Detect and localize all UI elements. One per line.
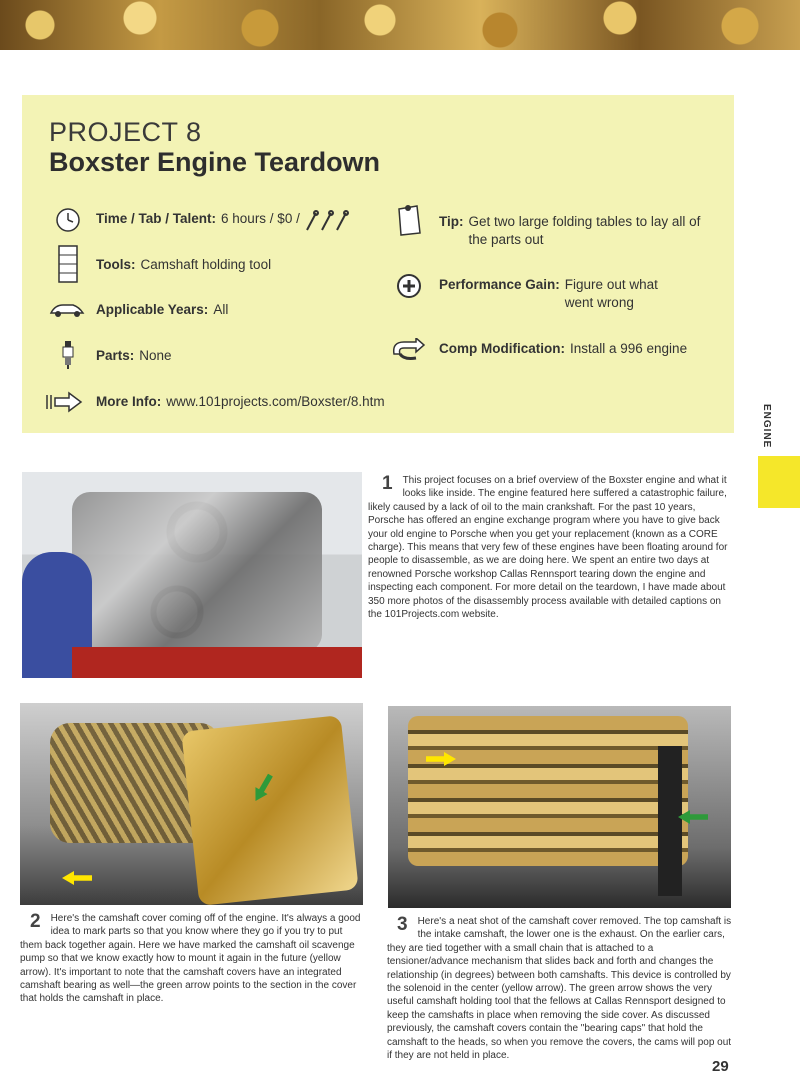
arrow-right-icon: [44, 386, 84, 418]
performance-label: Performance Gain:: [439, 277, 560, 292]
years-label: Applicable Years:: [96, 302, 209, 317]
info-years: [96, 301, 386, 319]
plus-icon: [393, 270, 425, 302]
section-tab-marker: [758, 456, 800, 508]
car-icon: [48, 293, 86, 325]
engine-parts-banner-photo: [0, 0, 800, 50]
camshaft-cover: [181, 715, 358, 905]
caption-2: [20, 912, 363, 1006]
clock-icon: [52, 204, 84, 236]
years-value: All: [213, 302, 229, 317]
note-icon: [393, 201, 425, 239]
caption-text: This project focuses on a brief overview of the Boxster engine and what it looks like inside. The engine featured here suffered a catastrophic failure, likely caused by a lack of oil to the main crankshaft. For the past 10 years, Porsche has offered an engine exchange program where you have to give back your old engine to Porsche when you get your replacement (known as a CORE charge). This means that very few of these engines have been floating around for people to disassemble, as we are doing here. We spent an entire two days at renowned Porsche workshop Callas Rennsport tearing down the engine and inspecting each component. For more detail on the teardown, I have made about 350 more photos of the disassembly process available with detailed captions on the 101Projects.com website.: [368, 475, 728, 621]
info-comp: [439, 340, 729, 358]
camshaft-holding-tool: [658, 746, 682, 896]
more-info-label: More Info:: [96, 394, 162, 409]
page-number: 29: [712, 1058, 729, 1075]
tools-label: Tools:: [96, 257, 136, 272]
camshaft-cover-removal-photo: [20, 703, 363, 905]
caption-number: 3: [397, 914, 408, 935]
spark-plug-icon: [52, 339, 84, 371]
parts-label: Parts:: [96, 348, 135, 363]
info-tip: [439, 213, 729, 249]
wrench-icon: [304, 210, 350, 232]
info-parts: [96, 347, 386, 365]
info-performance: [439, 276, 689, 312]
tip-value: Get two large folding tables to lay all of the parts out: [468, 214, 701, 247]
caption-text: Here's a neat shot of the camshaft cover removed. The top camshaft is the intake camshaft, the lower one is the exhaust. On the earlier cars, they are tied together with a small chain that is attached to a tensioner/advance mechanism that slides back and forth and changes the relationship (in degrees) between both camshafts. This device is controlled by the solenoid in the center (yellow arrow). The green arrow shows the very useful camshaft holding tool that the fellows at Callas Rennsport designed to keep the camshafts in place when removing the side cover. As discussed previously, the camshaft covers contain the "bearing caps" that hold the camshaft to the heads, so when you remove the covers, the cams will pop out if they are not held in place.: [387, 916, 732, 1062]
yellow-arrow-icon: [62, 871, 92, 885]
time-label: Time / Tab / Talent:: [96, 211, 217, 226]
camshafts: [408, 716, 688, 866]
tools-value: Camshaft holding tool: [140, 257, 272, 272]
info-more: [96, 393, 396, 411]
caption-number: 2: [30, 911, 41, 932]
parts-value: None: [139, 348, 172, 363]
caption-3: [387, 915, 732, 1062]
info-time: [96, 210, 386, 232]
engine-on-stand-photo: [22, 472, 362, 678]
caption-number: 1: [382, 473, 393, 494]
project-title: Boxster Engine Teardown: [49, 147, 381, 177]
comp-value: Install a 996 engine: [569, 341, 688, 356]
loop-arrow-icon: [389, 334, 427, 366]
toolbox-icon: [52, 242, 84, 286]
work-table: [72, 647, 362, 678]
caption-1: [368, 474, 730, 621]
comp-label: Comp Modification:: [439, 341, 565, 356]
time-value: 6 hours / $0 /: [221, 211, 300, 226]
more-info-link[interactable]: www.101projects.com/Boxster/8.htm: [166, 394, 385, 409]
project-label: PROJECT 8: [49, 117, 202, 147]
info-tools: [96, 256, 386, 274]
tip-label: Tip:: [439, 214, 464, 229]
engine-block: [72, 492, 322, 652]
caption-text: Here's the camshaft cover coming off of the engine. It's always a good idea to mark parts so that you know where they go if you try to put them back together again. Here we have marked the camshaft oil scavenge pump so that we know exactly how to mount it again in the future (yellow arrow). It's important to note that the camshaft covers have an integrated camshaft bearing as well—the green arrow points to the section in the cover that holds the camshaft in place.: [20, 913, 361, 1005]
section-tab-label: ENGINE: [761, 404, 772, 449]
camshafts-exposed-photo: [388, 706, 731, 908]
performance-value: Figure out what went wrong: [564, 277, 658, 310]
